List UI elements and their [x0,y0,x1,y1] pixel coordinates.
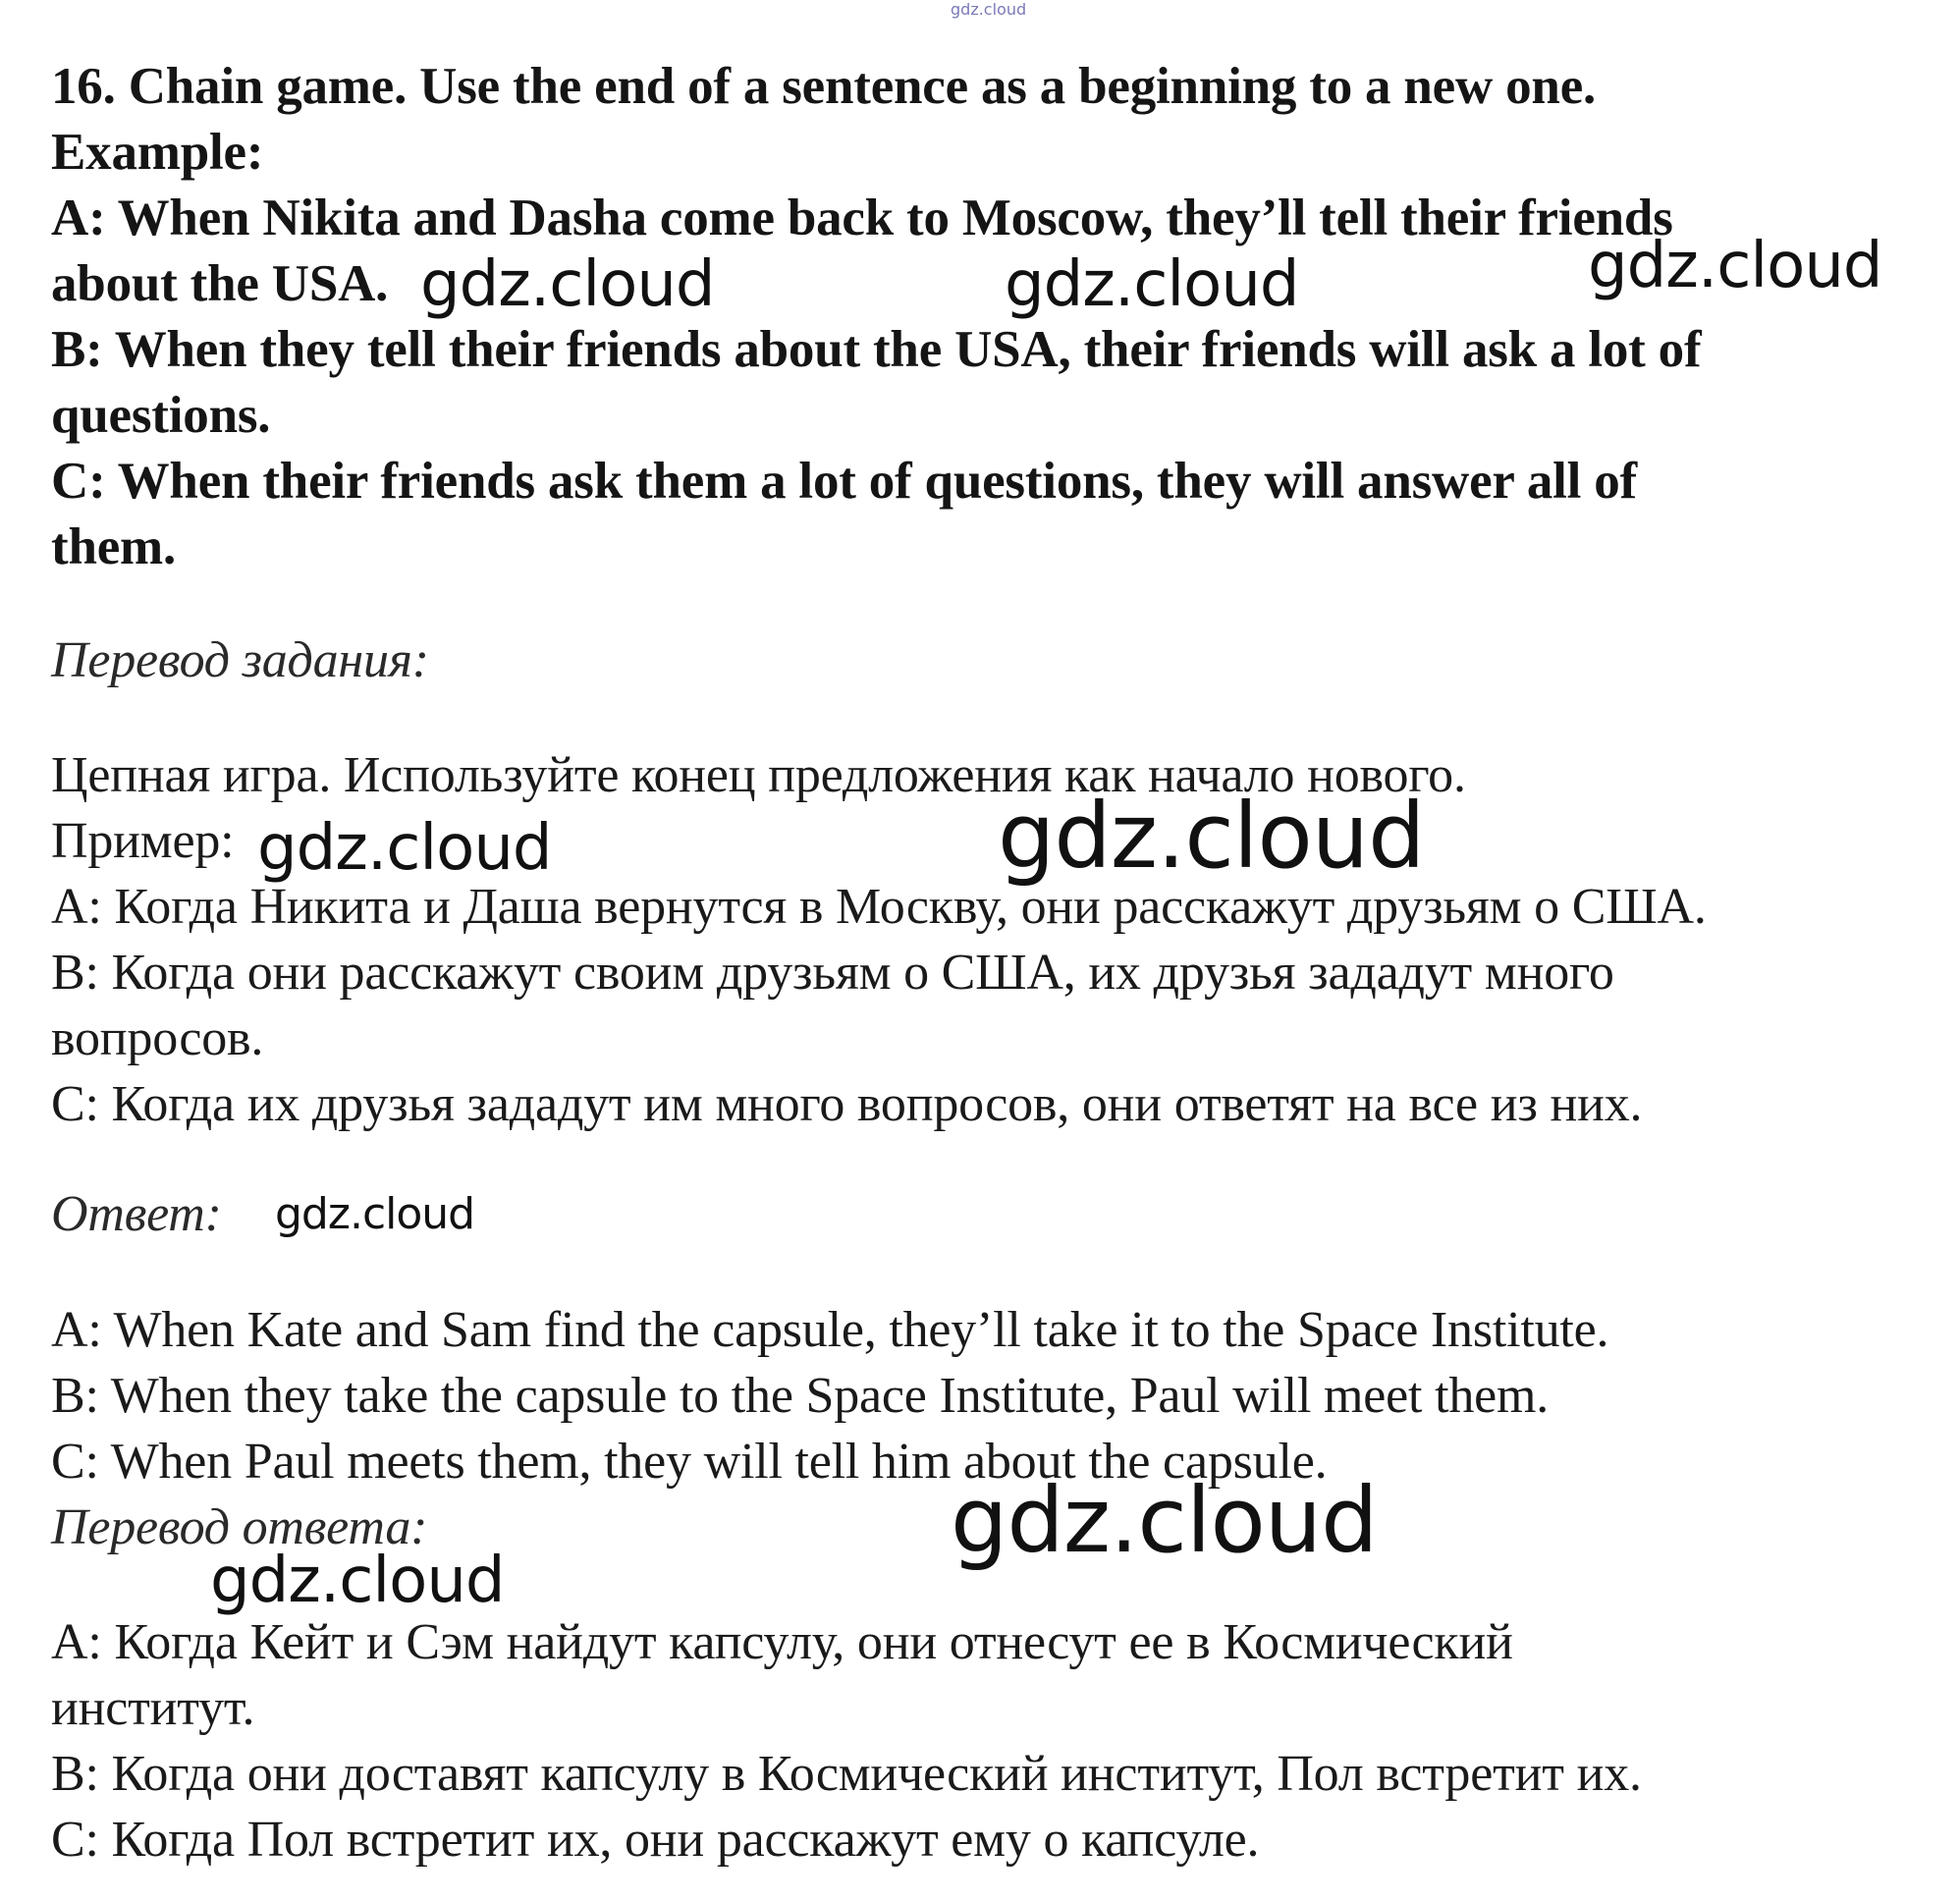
translation-line-4: В: Когда они расскажут своим друзьям о США, их друзья зададут много [51,945,1614,1001]
header-watermark: gdz.cloud [951,0,1027,19]
translation-line-6: С: Когда их друзья зададут им много вопросов, они ответят на все из них. [51,1076,1643,1132]
watermark-7: gdz.cloud [951,1468,1378,1573]
task-title: 16. Chain game. Use the end of a sentence as a beginning to a new one. [51,58,1597,115]
watermark-6: gdz.cloud [275,1189,475,1239]
watermark-2: gdz.cloud [1005,248,1299,321]
answer-translation-line-4: С: Когда Пол встретит их, они расскажут ему о капсуле. [51,1812,1260,1868]
answer-translation-line-1: А: Когда Кейт и Сэм найдут капсулу, они отнесут ее в Космический [51,1614,1513,1670]
example-label: Example: [51,124,264,181]
answer-translation-line-2: институт. [51,1680,255,1736]
translation-line-2: Пример: [51,813,235,869]
translation-line-1: Цепная игра. Используйте конец предложения как начало нового. [51,747,1466,803]
task-line-b1: B: When they tell their friends about the USA, their friends will ask a lot of [51,321,1702,378]
answer-heading: Ответ: [51,1186,222,1242]
translation-line-5: вопросов. [51,1010,264,1066]
task-line-b2: questions. [51,387,271,444]
task-translation-heading: Перевод задания: [51,632,429,688]
translation-line-3: А: Когда Никита и Даша вернутся в Москву, они расскажут друзьям о США. [51,879,1707,935]
watermark-8: gdz.cloud [210,1545,505,1617]
task-line-c2: them. [51,518,177,575]
answer-translation-line-3: В: Когда они доставят капсулу в Космический институт, Пол встретит их. [51,1746,1642,1802]
answer-line-c: C: When Paul meets them, they will tell him about the capsule. [51,1434,1328,1490]
watermark-3: gdz.cloud [1588,230,1882,302]
task-line-a2: about the USA. [51,255,389,312]
answer-line-b: B: When they take the capsule to the Space Institute, Paul will meet them. [51,1368,1550,1424]
answer-line-a: A: When Kate and Sam find the capsule, they’ll take it to the Space Institute. [51,1302,1609,1358]
task-line-a1: A: When Nikita and Dasha come back to Moscow, they’ll tell their friends [51,190,1673,246]
answer-translation-heading: Перевод ответа: [51,1499,428,1555]
watermark-5: gdz.cloud [998,784,1425,889]
watermark-4: gdz.cloud [257,812,552,885]
task-line-c1: C: When their friends ask them a lot of questions, they will answer all of [51,453,1638,510]
watermark-1: gdz.cloud [420,248,715,321]
